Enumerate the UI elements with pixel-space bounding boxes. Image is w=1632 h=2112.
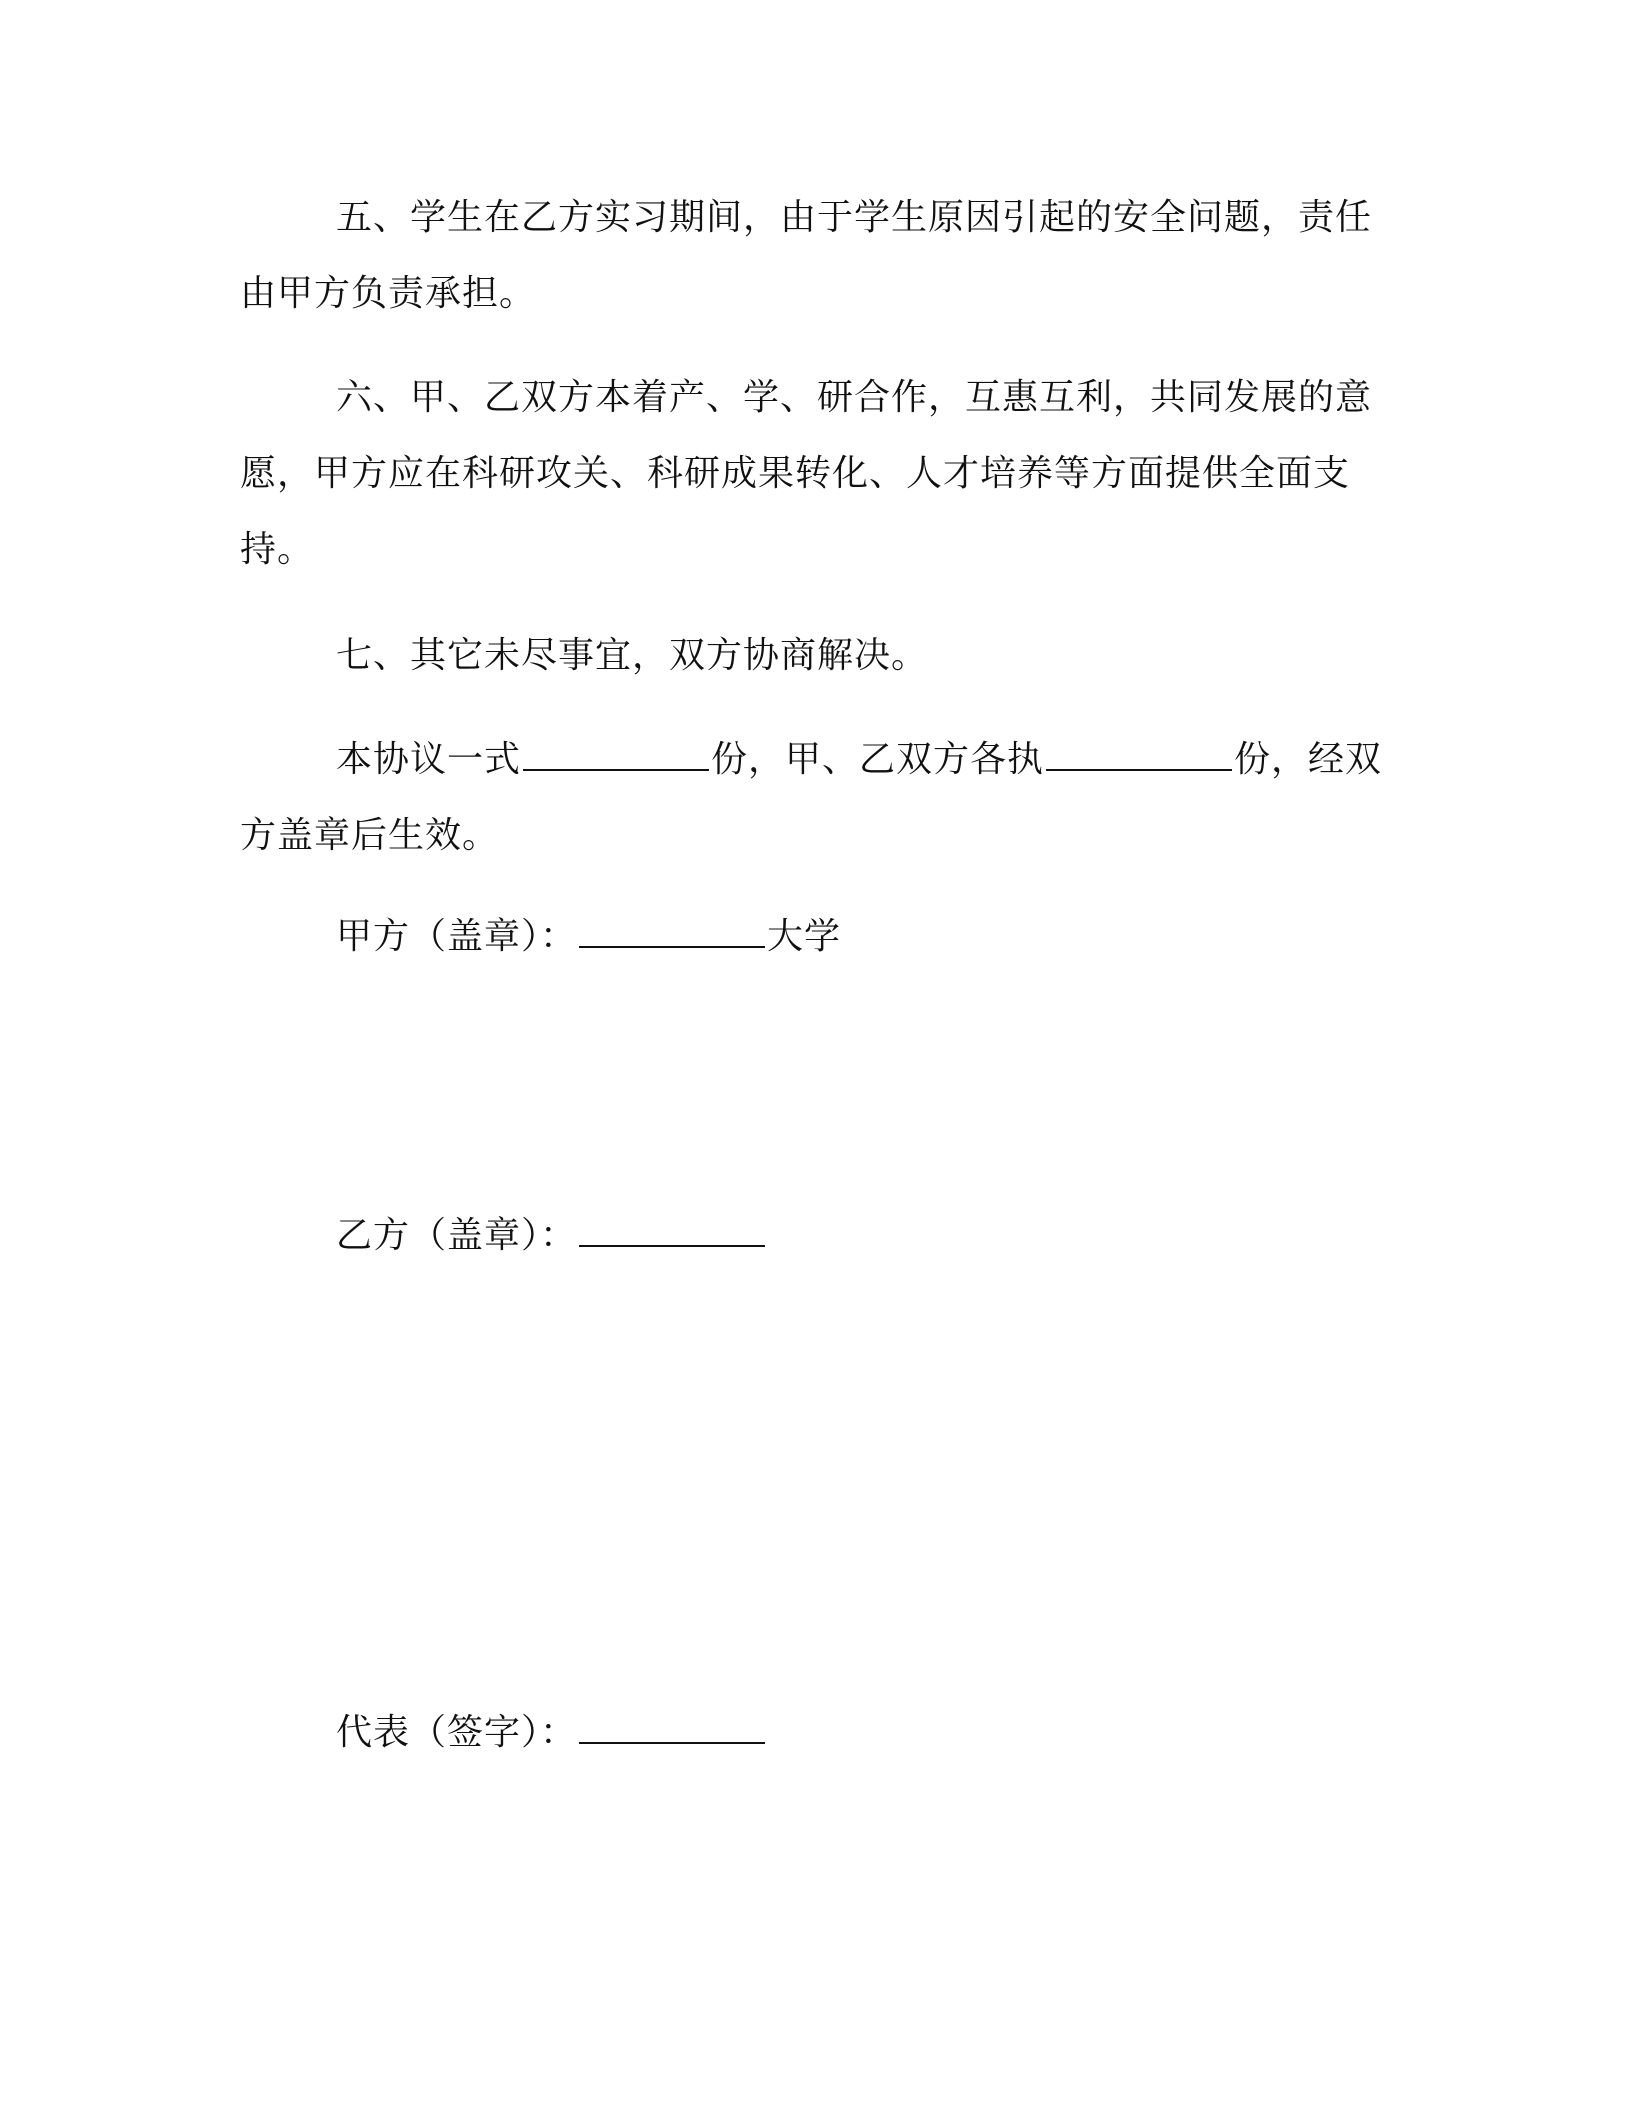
party-a-name-blank[interactable]: [579, 918, 765, 948]
clause-6-line-1: 六、甲、乙双方本着产、学、研合作，互惠互利，共同发展的意: [336, 377, 1373, 418]
clause-5-line-1: 五、学生在乙方实习期间，由于学生原因引起的安全问题，责任: [336, 197, 1373, 238]
representative-label: 代表（签字）：: [336, 1712, 578, 1753]
clause-6-line-2: 愿，甲方应在科研攻关、科研成果转化、人才培养等方面提供全面支: [240, 453, 1351, 494]
copies-total-blank[interactable]: [523, 741, 709, 771]
copies-text-3: 份，经双: [1234, 739, 1383, 780]
clause-7: [240, 618, 1380, 694]
party-a-suffix: 大学: [767, 916, 842, 957]
copies-line-1: [240, 722, 1383, 798]
representative-signature: [336, 1708, 767, 1758]
copies-line-2: 方盖章后生效。: [240, 815, 500, 856]
clause-5: [240, 180, 1380, 332]
representative-name-blank[interactable]: [579, 1714, 765, 1744]
copies-each-blank[interactable]: [1046, 741, 1232, 771]
clause-7-line-1: 七、其它未尽事宜，双方协商解决。: [336, 635, 929, 676]
party-b-label: 乙方（盖章）：: [336, 1215, 578, 1256]
party-b-name-blank[interactable]: [579, 1217, 765, 1247]
clause-6-line-3: 持。: [240, 529, 315, 570]
party-b-signature: [336, 1211, 767, 1261]
copies-text-2: 份，甲、乙双方各执: [711, 739, 1045, 780]
copies-clause: [240, 722, 1383, 874]
party-a-signature: [336, 912, 841, 962]
copies-text-1: 本协议一式: [336, 739, 522, 780]
clause-5-line-2: 由甲方负责承担。: [240, 273, 537, 314]
clause-6: [240, 360, 1380, 588]
party-a-label: 甲方（盖章）：: [336, 916, 578, 957]
